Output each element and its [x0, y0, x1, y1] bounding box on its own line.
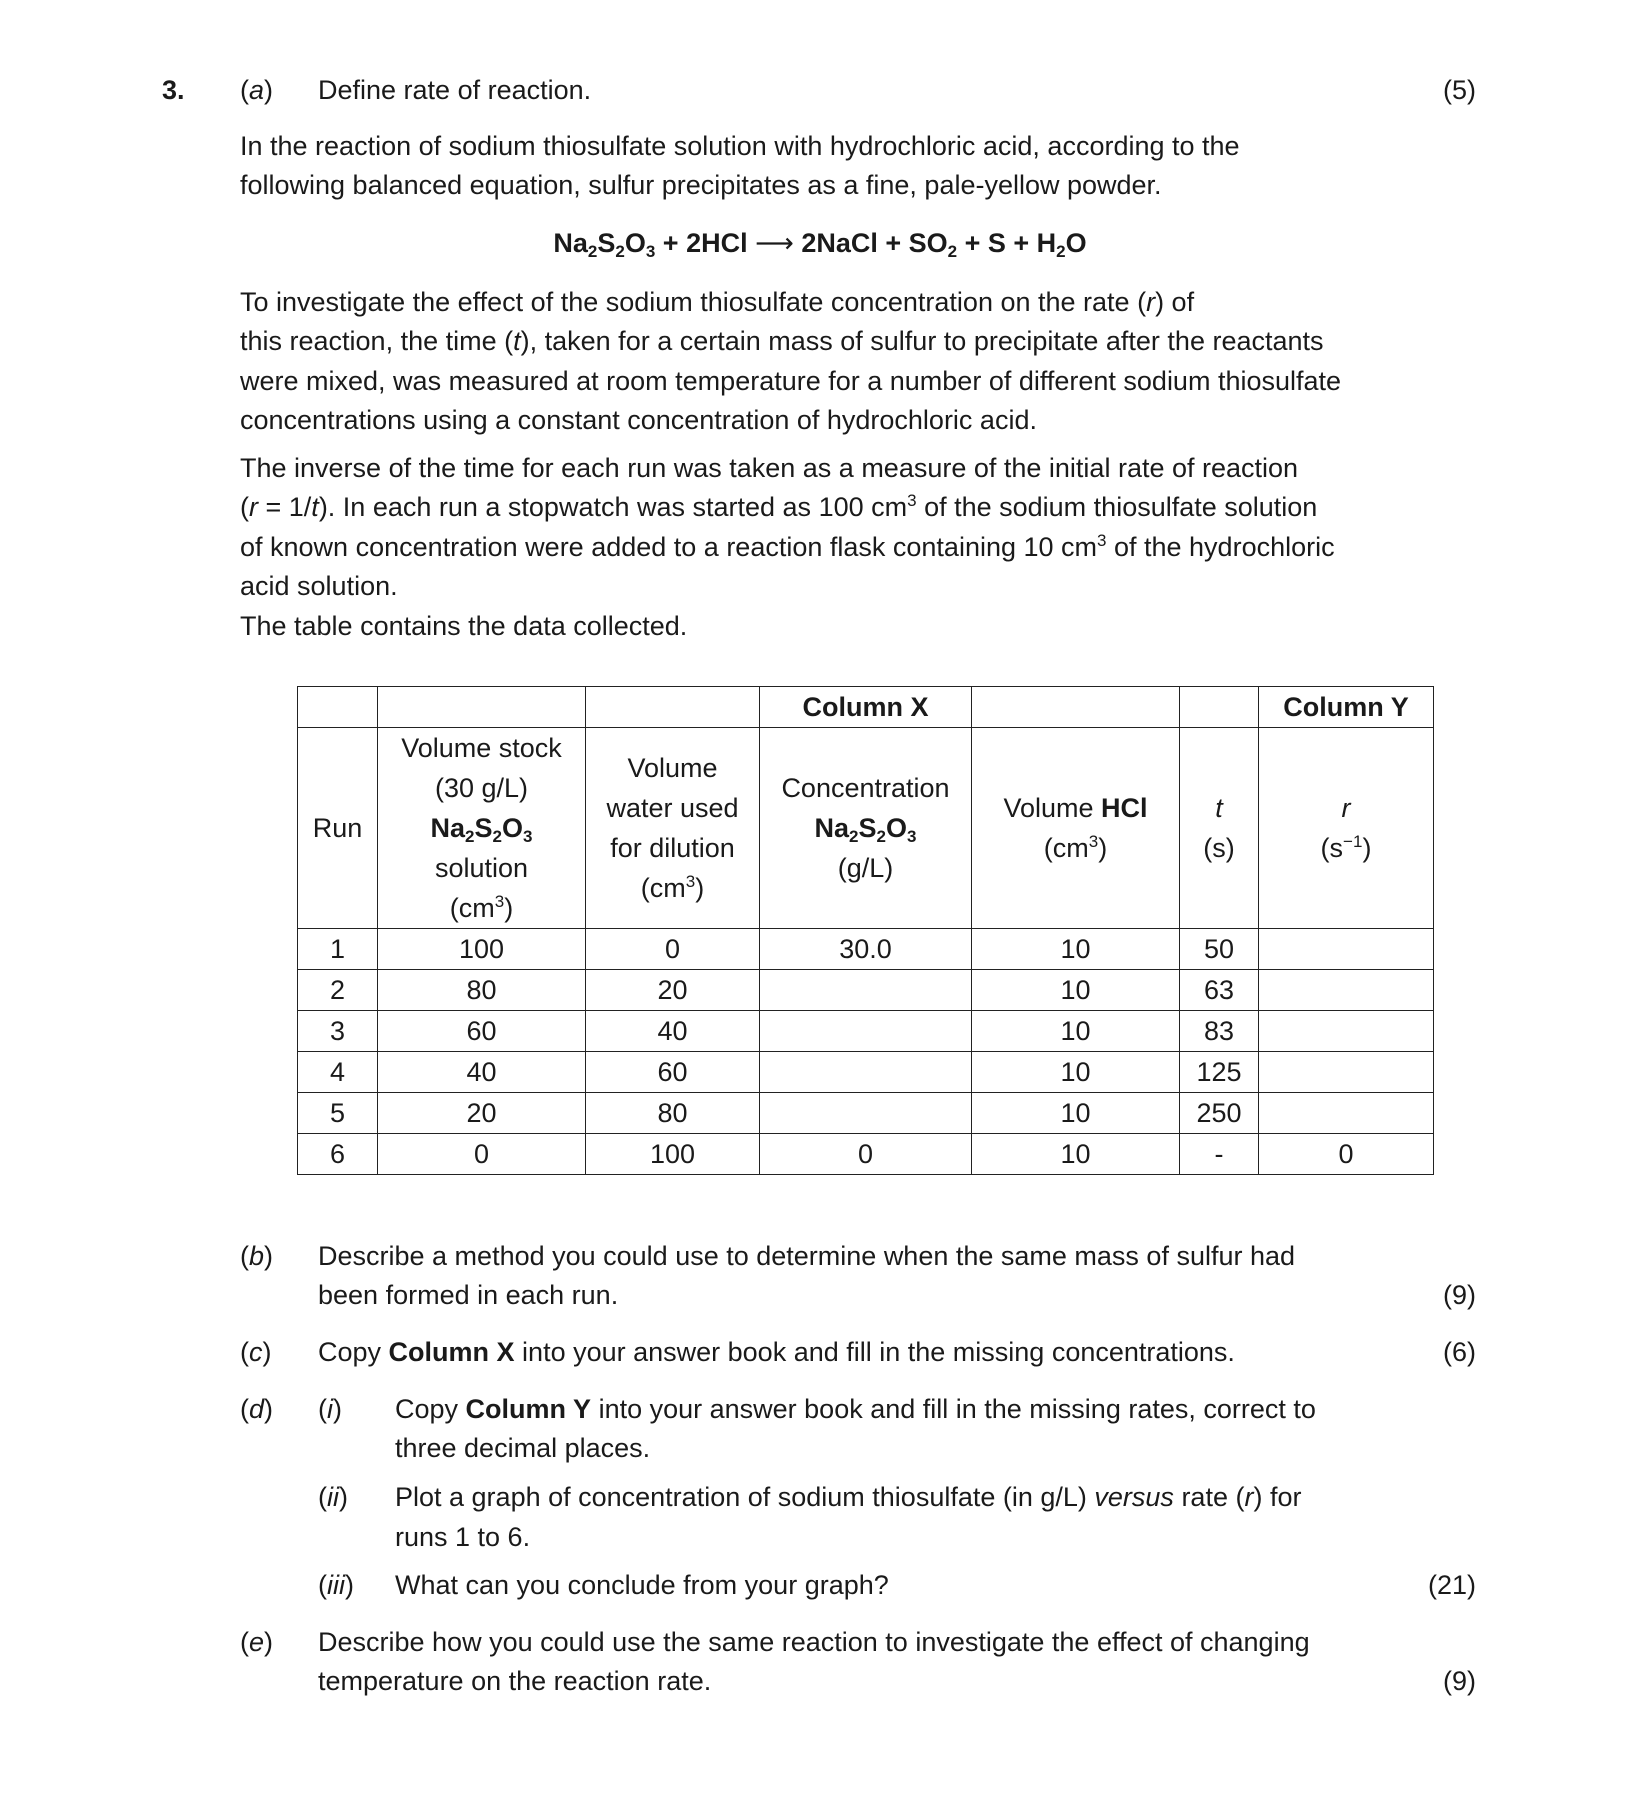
part-d-i-line1: Copy Column Y into your answer book and fill in the missing rates, correct to: [395, 1394, 1316, 1424]
part-d-ii-label: (ii): [318, 1482, 348, 1512]
header-rate: r $(s^{-1})$: [1259, 728, 1434, 929]
table-row: [298, 929, 1434, 970]
part-e-marks: (9): [1443, 1666, 1476, 1696]
cell-rate: [1259, 1093, 1434, 1134]
part-e-line2: temperature on the reaction rate.: [318, 1666, 712, 1696]
cell-concentration: 0: [760, 1134, 972, 1175]
cell-concentration: [760, 1093, 972, 1134]
cell-water-volume: 0: [586, 929, 760, 970]
cell-time: 83: [1180, 1011, 1259, 1052]
cell-water-volume: 80: [586, 1093, 760, 1134]
cell-time: 63: [1180, 970, 1259, 1011]
cell-run: 4: [298, 1052, 378, 1093]
table-row: [298, 1134, 1434, 1175]
para2-line3: were mixed, was measured at room temperature for a number of different sodium thiosulfate: [240, 366, 1342, 396]
cell-time: 250: [1180, 1093, 1259, 1134]
cell-stock-volume: 80: [378, 970, 586, 1011]
cell-stock-volume: 100: [378, 929, 586, 970]
part-a-label: (a): [240, 75, 274, 105]
para2-line4: concentrations using a constant concentration of hydrochloric acid.: [240, 405, 1037, 435]
table-row: [298, 1052, 1434, 1093]
cell-hcl-volume: 10: [972, 1011, 1180, 1052]
cell-hcl-volume: 10: [972, 970, 1180, 1011]
para3-line4: acid solution.: [240, 571, 398, 601]
cell-rate: [1259, 929, 1434, 970]
part-e-line1: Describe how you could use the same reaction to investigate the effect of changing: [318, 1627, 1310, 1657]
part-b-marks: (9): [1443, 1280, 1476, 1310]
cell-concentration: [760, 970, 972, 1011]
part-b-line1: Describe a method you could use to determine when the same mass of sulfur had: [318, 1241, 1296, 1271]
cell-run: 6: [298, 1134, 378, 1175]
question-number: 3.: [162, 75, 185, 105]
table-row: [298, 970, 1434, 1011]
part-a-text: Define rate of reaction.: [318, 75, 592, 105]
intro-line2: following balanced equation, sulfur precipitates as a fine, pale-yellow powder.: [240, 170, 1162, 200]
table-row: [298, 1093, 1434, 1134]
cell-stock-volume: 0: [378, 1134, 586, 1175]
part-b-label: (b): [240, 1241, 274, 1271]
header-time: t (s): [1180, 728, 1259, 929]
part-d-iii-label: (iii): [318, 1570, 354, 1600]
cell-stock-volume: 20: [378, 1093, 586, 1134]
part-d-ii-line1: Plot a graph of concentration of sodium thiosulfate (in g/L) versus rate (r) for: [395, 1482, 1302, 1512]
cell-run: 1: [298, 929, 378, 970]
cell-run: 2: [298, 970, 378, 1011]
cell-water-volume: 100: [586, 1134, 760, 1175]
header-stock-volume: Volume stock (30 g/L) $Na_2S_2O_3$ solution $(cm^3)$: [378, 728, 586, 929]
intro-line1: In the reaction of sodium thiosulfate solution with hydrochloric acid, according to the: [240, 131, 1240, 161]
para2-line2: this reaction, the time (t), taken for a certain mass of sulfur to precipitate after the reactants: [240, 326, 1324, 356]
cell-concentration: [760, 1011, 972, 1052]
cell-water-volume: 40: [586, 1011, 760, 1052]
para3-line5: The table contains the data collected.: [240, 611, 688, 641]
cell-stock-volume: 60: [378, 1011, 586, 1052]
cell-rate: 0: [1259, 1134, 1434, 1175]
part-c-text: Copy Column X into your answer book and fill in the missing concentrations.: [318, 1337, 1235, 1367]
cell-hcl-volume: 10: [972, 929, 1180, 970]
header-water-volume: Volume water used for dilution $(cm^3)$: [586, 728, 760, 929]
para3-line1: The inverse of the time for each run was taken as a measure of the initial rate of reaction: [240, 453, 1299, 483]
cell-concentration: [760, 1052, 972, 1093]
part-d-i-line2: three decimal places.: [395, 1433, 651, 1463]
cell-hcl-volume: 10: [972, 1093, 1180, 1134]
data-table: [297, 686, 1434, 1175]
cell-run: 5: [298, 1093, 378, 1134]
column-y-title: Column Y: [1259, 687, 1434, 728]
header-concentration: Concentration $Na_2S_2O_3$ (g/L): [760, 728, 972, 929]
cell-water-volume: 60: [586, 1052, 760, 1093]
part-c-label: (c): [240, 1337, 272, 1367]
chemical-equation: $Na_2S_2O_3 + 2HCl$ ⟶ 2NaCl + $SO_2 + S + H_2O$: [553, 228, 1087, 261]
cell-rate: [1259, 1011, 1434, 1052]
table-header-row: [298, 728, 1434, 929]
part-a-marks: (5): [1443, 75, 1476, 105]
cell-hcl-volume: 10: [972, 1134, 1180, 1175]
para3-line2: (r = 1/t). In each run a stopwatch was started as 100 $cm^3$ of the sodium thiosulfate solution: [240, 491, 1318, 522]
header-run: Run: [298, 728, 378, 929]
cell-stock-volume: 40: [378, 1052, 586, 1093]
para3-line3: of known concentration were added to a reaction flask containing 10 $cm^3$ of the hydrochloric: [240, 531, 1335, 562]
cell-rate: [1259, 970, 1434, 1011]
para2-line1: To investigate the effect of the sodium thiosulfate concentration on the rate (r) of: [240, 287, 1195, 317]
part-e-label: (e): [240, 1627, 274, 1657]
cell-run: 3: [298, 1011, 378, 1052]
cell-water-volume: 20: [586, 970, 760, 1011]
cell-rate: [1259, 1052, 1434, 1093]
cell-hcl-volume: 10: [972, 1052, 1180, 1093]
part-c-marks: (6): [1443, 1337, 1476, 1367]
header-hcl-volume: Volume HCl $(cm^3)$: [972, 728, 1180, 929]
part-b-line2: been formed in each run.: [318, 1280, 619, 1310]
part-d-ii-line2: runs 1 to 6.: [395, 1522, 531, 1552]
cell-time: 125: [1180, 1052, 1259, 1093]
part-d-marks: (21): [1427, 1570, 1476, 1600]
table-title-row: [298, 687, 1434, 728]
column-x-title: Column X: [760, 687, 972, 728]
cell-concentration: 30.0: [760, 929, 972, 970]
part-d-iii-text: What can you conclude from your graph?: [395, 1570, 889, 1600]
part-d-label: (d): [240, 1394, 274, 1424]
cell-time: -: [1180, 1134, 1259, 1175]
cell-time: 50: [1180, 929, 1259, 970]
table-body: [298, 929, 1434, 1175]
part-d-i-label: (i): [318, 1394, 342, 1424]
table-row: [298, 1011, 1434, 1052]
